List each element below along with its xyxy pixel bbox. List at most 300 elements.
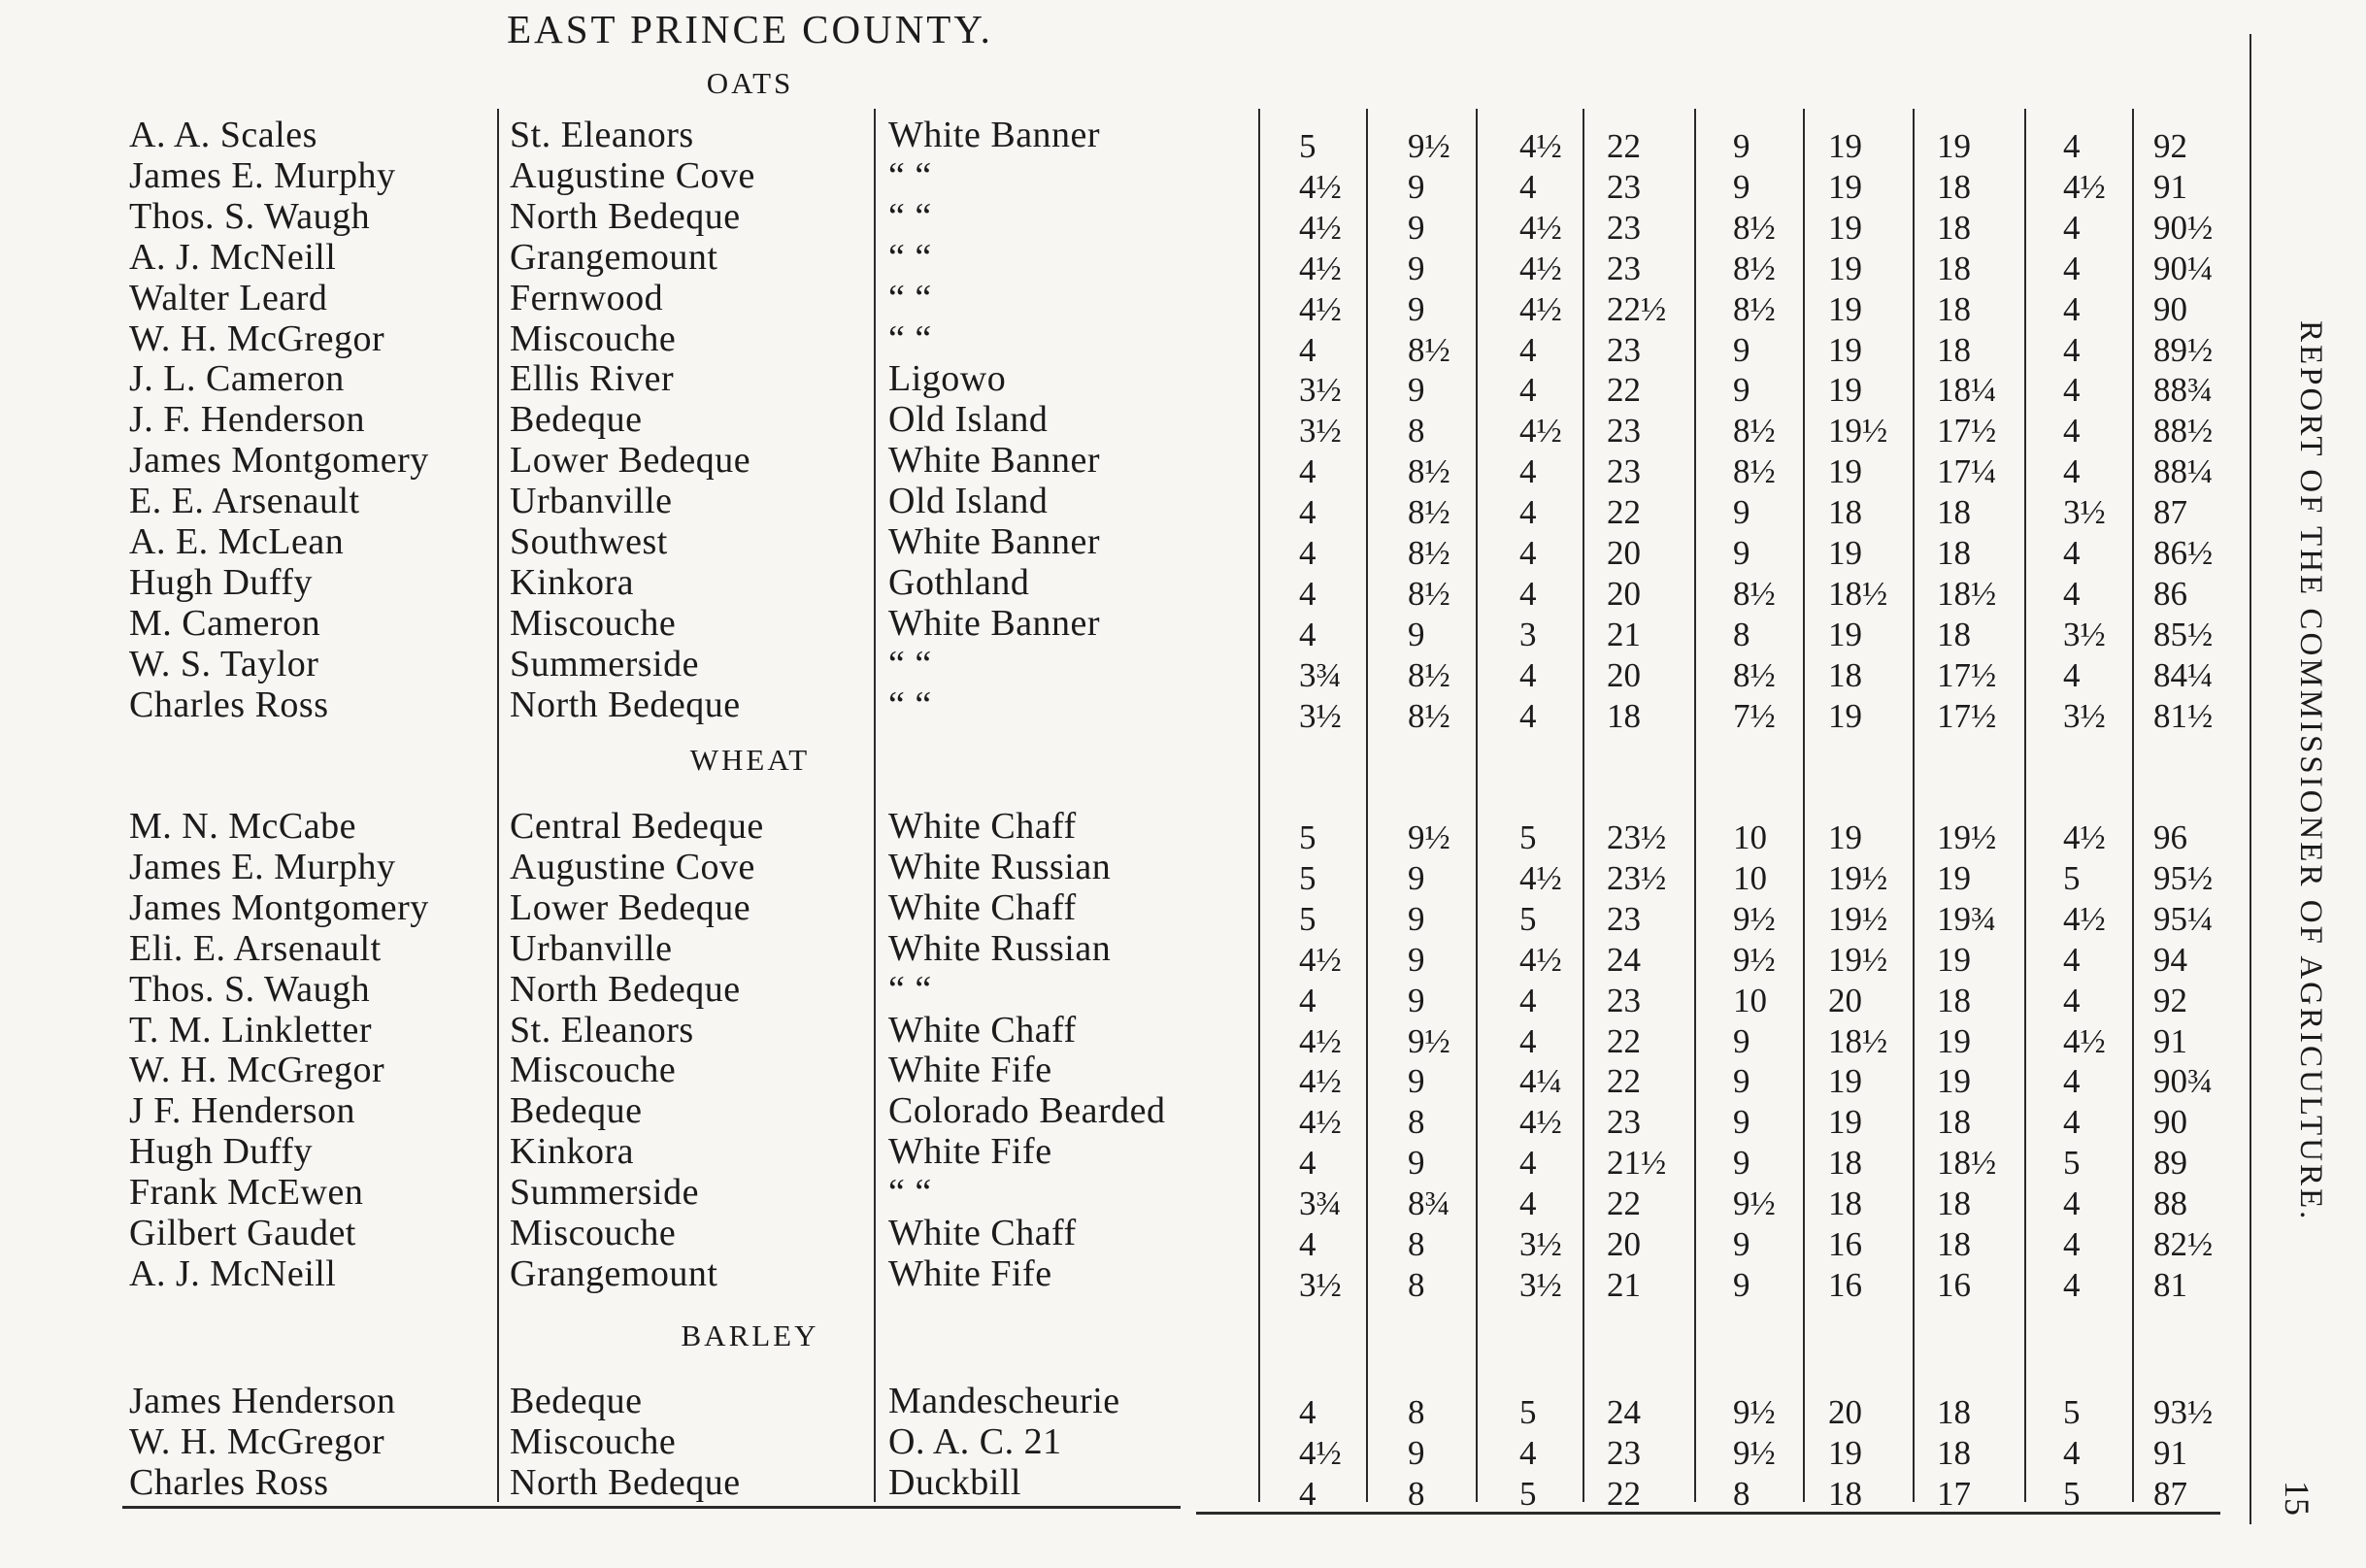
score-cell: 19 [1828, 331, 1862, 369]
table-row [0, 196, 2262, 247]
score-cell: 18 [1937, 331, 1971, 369]
score-cell: 19 [1828, 616, 1862, 653]
score-cell: 4½ [2063, 168, 2106, 206]
score-cell: 20 [1607, 575, 1641, 613]
score-cell: 18 [1937, 534, 1971, 572]
grower-name: Gilbert Gaudet [129, 1213, 356, 1253]
table-row [0, 1421, 2262, 1472]
score-cell: 17 [1937, 1475, 1971, 1513]
score-cell: 5 [1299, 818, 1316, 856]
section-heading-oats: OATS [706, 66, 794, 100]
table-row [0, 806, 2262, 856]
crop-variety: White Fife [888, 1253, 1052, 1294]
score-cell: 9 [1408, 168, 1425, 206]
score-cell: 4 [1299, 534, 1316, 572]
score-cell: 22 [1607, 493, 1641, 531]
score-cell: 4 [2063, 941, 2081, 979]
score-cell: 23 [1607, 1103, 1641, 1141]
table-row [0, 481, 2262, 531]
total-score: 81 [2153, 1266, 2187, 1304]
grower-name: T. M. Linkletter [129, 1010, 373, 1051]
crop-variety: “ “ [888, 237, 932, 278]
score-cell: 4 [2063, 452, 2081, 490]
score-cell: 8½ [1733, 656, 1776, 694]
score-cell: 19 [1937, 127, 1971, 165]
score-cell: 8 [1733, 616, 1750, 653]
score-cell: 22½ [1607, 290, 1667, 328]
score-cell: 8 [1408, 1225, 1425, 1263]
table-row [0, 1213, 2262, 1263]
score-cell: 22 [1607, 1062, 1641, 1100]
score-cell: 4 [2063, 290, 2081, 328]
score-cell: 4 [1519, 1144, 1537, 1182]
score-cell: 23 [1607, 452, 1641, 490]
table-row [0, 318, 2262, 369]
grower-name: Walter Leard [129, 278, 328, 318]
score-cell: 18 [1937, 209, 1971, 247]
section-heading-barley: BARLEY [681, 1318, 819, 1352]
score-cell: 8½ [1733, 250, 1776, 287]
score-cell: 9 [1408, 371, 1425, 409]
crop-variety: White Banner [888, 603, 1101, 644]
score-cell: 4½ [1519, 209, 1562, 247]
grower-locality: Fernwood [510, 278, 664, 318]
crop-variety: “ “ [888, 278, 932, 318]
grower-name: A. E. McLean [129, 521, 345, 562]
score-cell: 5 [1519, 1393, 1537, 1431]
grower-locality: Lower Bedeque [510, 440, 751, 481]
score-cell: 8¾ [1408, 1184, 1450, 1222]
score-cell: 17½ [1937, 412, 1997, 450]
grower-locality: Urbanville [510, 928, 673, 969]
score-cell: 19½ [1828, 941, 1888, 979]
table-row [0, 847, 2262, 897]
score-cell: 19 [1828, 1434, 1862, 1472]
score-cell: 4 [1299, 982, 1316, 1019]
crop-variety: White Fife [888, 1131, 1052, 1172]
grower-name: Eli. E. Arsenault [129, 928, 382, 969]
score-cell: 4 [2063, 1103, 2081, 1141]
score-cell: 17½ [1937, 697, 1997, 735]
grower-locality: Kinkora [510, 1131, 635, 1172]
table-row [0, 237, 2262, 287]
score-cell: 19 [1937, 1022, 1971, 1060]
grower-locality: Ellis River [510, 358, 675, 399]
grower-locality: Grangemount [510, 1253, 718, 1294]
score-cell: 8 [1733, 1475, 1750, 1513]
crop-variety: “ “ [888, 155, 932, 196]
score-cell: 4½ [1299, 1103, 1342, 1141]
score-cell: 4 [1519, 493, 1537, 531]
score-cell: 21½ [1607, 1144, 1667, 1182]
section-heading-wheat: WHEAT [689, 743, 811, 777]
score-cell: 20 [1607, 656, 1641, 694]
table-row [0, 440, 2262, 490]
grower-name: W. S. Taylor [129, 644, 319, 684]
score-cell: 4½ [1519, 859, 1562, 897]
score-cell: 18 [1937, 1103, 1971, 1141]
score-cell: 3¾ [1299, 656, 1342, 694]
score-cell: 19½ [1828, 859, 1888, 897]
grower-locality: St. Eleanors [510, 115, 694, 155]
table-row [0, 603, 2262, 653]
score-cell: 9 [1408, 982, 1425, 1019]
score-cell: 4½ [1299, 290, 1342, 328]
score-cell: 23 [1607, 412, 1641, 450]
score-cell: 8½ [1733, 209, 1776, 247]
score-cell: 4 [2063, 1184, 2081, 1222]
score-cell: 19 [1828, 127, 1862, 165]
grower-name: J F. Henderson [129, 1090, 355, 1131]
score-cell: 5 [2063, 859, 2081, 897]
grower-locality: Miscouche [510, 1421, 677, 1462]
table-row [0, 1381, 2262, 1431]
score-cell: 4 [2063, 412, 2081, 450]
total-score: 86 [2153, 575, 2187, 613]
score-cell: 4 [1519, 697, 1537, 735]
table-row [0, 278, 2262, 328]
grower-locality: North Bedeque [510, 1462, 741, 1503]
total-score: 90¾ [2153, 1062, 2214, 1100]
score-cell: 18 [1937, 168, 1971, 206]
grower-name: James Montgomery [129, 887, 429, 928]
score-cell: 9½ [1733, 1184, 1776, 1222]
score-cell: 23 [1607, 982, 1641, 1019]
score-cell: 19½ [1828, 900, 1888, 938]
score-cell: 9½ [1733, 1434, 1776, 1472]
score-cell: 4 [2063, 209, 2081, 247]
score-cell: 19 [1828, 534, 1862, 572]
grower-locality: Grangemount [510, 237, 718, 278]
grower-name: Thos. S. Waugh [129, 196, 371, 237]
total-score: 81½ [2153, 697, 2214, 735]
page-number: 15 [2278, 1481, 2316, 1516]
score-cell: 18 [1937, 250, 1971, 287]
total-score: 84¼ [2153, 656, 2214, 694]
crop-variety: “ “ [888, 684, 932, 725]
score-cell: 9 [1733, 371, 1750, 409]
score-cell: 19 [1937, 1062, 1971, 1100]
grower-name: A. A. Scales [129, 115, 317, 155]
score-cell: 16 [1828, 1225, 1862, 1263]
score-cell: 9½ [1408, 127, 1450, 165]
score-cell: 9 [1733, 1103, 1750, 1141]
score-cell: 4 [1519, 371, 1537, 409]
score-cell: 7½ [1733, 697, 1776, 735]
score-cell: 3½ [2063, 616, 2106, 653]
score-cell: 9 [1733, 493, 1750, 531]
crop-variety: “ “ [888, 196, 932, 237]
score-cell: 19 [1828, 168, 1862, 206]
score-cell: 19 [1828, 371, 1862, 409]
score-cell: 24 [1607, 1393, 1641, 1431]
score-cell: 4½ [1519, 127, 1562, 165]
score-cell: 4 [2063, 1062, 2081, 1100]
crop-variety: White Chaff [888, 1010, 1077, 1051]
total-score: 96 [2153, 818, 2187, 856]
crop-variety: “ “ [888, 969, 932, 1010]
grower-name: James E. Murphy [129, 847, 396, 887]
score-cell: 18 [1937, 493, 1971, 531]
table-row [0, 155, 2262, 206]
score-cell: 18 [1937, 616, 1971, 653]
crop-variety: “ “ [888, 1172, 932, 1213]
score-cell: 9 [1408, 859, 1425, 897]
score-cell: 4 [2063, 1225, 2081, 1263]
score-cell: 23 [1607, 1434, 1641, 1472]
score-cell: 18½ [1828, 575, 1888, 613]
total-score: 92 [2153, 982, 2187, 1019]
total-score: 94 [2153, 941, 2187, 979]
score-cell: 4 [1299, 1393, 1316, 1431]
score-cell: 18 [1937, 982, 1971, 1019]
score-cell: 9½ [1733, 1393, 1776, 1431]
score-cell: 4½ [1519, 1103, 1562, 1141]
total-score: 95½ [2153, 859, 2214, 897]
score-cell: 9½ [1408, 818, 1450, 856]
score-cell: 3½ [1299, 371, 1342, 409]
total-score: 91 [2153, 1434, 2187, 1472]
score-cell: 5 [1299, 900, 1316, 938]
grower-name: W. H. McGregor [129, 1050, 385, 1090]
score-cell: 9 [1733, 1144, 1750, 1182]
score-cell: 4½ [1299, 209, 1342, 247]
total-score: 85½ [2153, 616, 2214, 653]
grower-name: J. F. Henderson [129, 399, 365, 440]
bottom-rule [122, 1506, 1181, 1509]
score-cell: 4 [1299, 1475, 1316, 1513]
crop-variety: White Chaff [888, 806, 1077, 847]
score-cell: 8 [1408, 1475, 1425, 1513]
score-cell: 4 [1299, 616, 1316, 653]
score-cell: 19½ [1828, 412, 1888, 450]
total-score: 87 [2153, 1475, 2187, 1513]
grower-locality: Augustine Cove [510, 155, 755, 196]
score-cell: 18 [1937, 290, 1971, 328]
score-cell: 19 [1828, 818, 1862, 856]
score-cell: 4 [1299, 1144, 1316, 1182]
score-cell: 9½ [1733, 941, 1776, 979]
grower-locality: Summerside [510, 644, 699, 684]
table-row [0, 1253, 2262, 1304]
score-cell: 5 [1519, 900, 1537, 938]
score-cell: 17½ [1937, 656, 1997, 694]
score-cell: 22 [1607, 371, 1641, 409]
grower-name: J. L. Cameron [129, 358, 345, 399]
score-cell: 23 [1607, 250, 1641, 287]
score-cell: 9 [1408, 1434, 1425, 1472]
score-cell: 8½ [1733, 575, 1776, 613]
score-cell: 5 [1299, 127, 1316, 165]
crop-variety: Mandescheurie [888, 1381, 1120, 1421]
total-score: 82½ [2153, 1225, 2214, 1263]
crop-variety: White Chaff [888, 1213, 1077, 1253]
score-cell: 3 [1519, 616, 1537, 653]
score-cell: 19 [1828, 290, 1862, 328]
score-cell: 4 [2063, 1434, 2081, 1472]
total-score: 89½ [2153, 331, 2214, 369]
grower-locality: Miscouche [510, 318, 677, 359]
score-cell: 18 [1937, 1434, 1971, 1472]
score-cell: 19 [1937, 859, 1971, 897]
score-cell: 3½ [2063, 493, 2106, 531]
score-cell: 23 [1607, 209, 1641, 247]
score-cell: 19 [1828, 1062, 1862, 1100]
score-cell: 4 [1519, 982, 1537, 1019]
score-cell: 20 [1607, 1225, 1641, 1263]
grower-name: Charles Ross [129, 684, 329, 725]
total-score: 90½ [2153, 209, 2214, 247]
score-cell: 18½ [1937, 575, 1997, 613]
grower-locality: Summerside [510, 1172, 699, 1213]
crop-variety: Old Island [888, 481, 1049, 521]
score-cell: 8 [1408, 1103, 1425, 1141]
crop-variety: White Banner [888, 521, 1101, 562]
score-cell: 22 [1607, 1475, 1641, 1513]
crop-variety: Gothland [888, 562, 1030, 603]
score-cell: 23 [1607, 900, 1641, 938]
crop-variety: “ “ [888, 644, 932, 684]
score-cell: 9 [1733, 331, 1750, 369]
score-cell: 18½ [1828, 1022, 1888, 1060]
score-cell: 20 [1828, 1393, 1862, 1431]
score-cell: 4 [1519, 1184, 1537, 1222]
score-cell: 5 [2063, 1475, 2081, 1513]
crop-variety: Colorado Bearded [888, 1090, 1166, 1131]
grower-locality: North Bedeque [510, 969, 741, 1010]
score-cell: 3½ [1519, 1266, 1562, 1304]
grower-name: A. J. McNeill [129, 1253, 337, 1294]
score-cell: 8½ [1733, 412, 1776, 450]
score-cell: 5 [1519, 818, 1537, 856]
crop-variety: Old Island [888, 399, 1049, 440]
crop-variety: White Chaff [888, 887, 1077, 928]
score-cell: 9 [1408, 941, 1425, 979]
score-cell: 9½ [1408, 1022, 1450, 1060]
score-cell: 18 [1828, 1184, 1862, 1222]
table-row [0, 1010, 2262, 1060]
score-cell: 9 [1733, 168, 1750, 206]
total-score: 91 [2153, 168, 2187, 206]
score-cell: 22 [1607, 127, 1641, 165]
score-cell: 16 [1828, 1266, 1862, 1304]
score-cell: 5 [1299, 859, 1316, 897]
grower-locality: St. Eleanors [510, 1010, 694, 1051]
score-cell: 3½ [1299, 697, 1342, 735]
score-cell: 8½ [1408, 575, 1450, 613]
table-row [0, 928, 2262, 979]
page-title: EAST PRINCE COUNTY. [507, 7, 993, 51]
score-cell: 8 [1408, 1393, 1425, 1431]
side-running-title: REPORT OF THE COMMISSIONER OF AGRICULTURE. [2293, 320, 2328, 1222]
score-cell: 4½ [1299, 941, 1342, 979]
score-cell: 9 [1408, 290, 1425, 328]
total-score: 93½ [2153, 1393, 2214, 1431]
score-cell: 19 [1828, 250, 1862, 287]
score-cell: 4 [1299, 493, 1316, 531]
grower-locality: Kinkora [510, 562, 635, 603]
score-cell: 8 [1408, 1266, 1425, 1304]
grower-locality: Augustine Cove [510, 847, 755, 887]
grower-locality: North Bedeque [510, 684, 741, 725]
table-row [0, 115, 2262, 165]
score-cell: 21 [1607, 1266, 1641, 1304]
score-cell: 10 [1733, 982, 1767, 1019]
score-cell: 4½ [1519, 250, 1562, 287]
score-cell: 20 [1828, 982, 1862, 1019]
score-cell: 9 [1408, 1062, 1425, 1100]
score-cell: 4 [1519, 1022, 1537, 1060]
score-cell: 18¼ [1937, 371, 1997, 409]
grower-name: A. J. McNeill [129, 237, 337, 278]
grower-locality: Miscouche [510, 603, 677, 644]
score-cell: 9½ [1733, 900, 1776, 938]
table-row [0, 1050, 2262, 1100]
score-cell: 9 [1408, 209, 1425, 247]
score-cell: 9 [1408, 1144, 1425, 1182]
score-cell: 4 [2063, 127, 2081, 165]
score-cell: 18 [1937, 1184, 1971, 1222]
score-cell: 4 [1299, 452, 1316, 490]
score-cell: 24 [1607, 941, 1641, 979]
score-cell: 9 [1408, 616, 1425, 653]
score-cell: 4 [1299, 575, 1316, 613]
score-cell: 19 [1828, 697, 1862, 735]
score-cell: 3½ [1519, 1225, 1562, 1263]
table-row [0, 399, 2262, 450]
score-cell: 8½ [1408, 534, 1450, 572]
score-cell: 23½ [1607, 859, 1667, 897]
score-cell: 4½ [1519, 941, 1562, 979]
score-cell: 4 [2063, 534, 2081, 572]
crop-variety: White Banner [888, 115, 1101, 155]
total-score: 89 [2153, 1144, 2187, 1182]
score-cell: 8½ [1408, 493, 1450, 531]
score-cell: 4 [1519, 656, 1537, 694]
table-row [0, 969, 2262, 1019]
table-row [0, 1090, 2262, 1141]
score-cell: 16 [1937, 1266, 1971, 1304]
score-cell: 4½ [1519, 412, 1562, 450]
score-cell: 23 [1607, 168, 1641, 206]
score-cell: 19 [1937, 941, 1971, 979]
grower-name: W. H. McGregor [129, 1421, 385, 1462]
crop-variety: White Banner [888, 440, 1101, 481]
total-score: 86½ [2153, 534, 2214, 572]
score-cell: 4 [1519, 534, 1537, 572]
score-cell: 4½ [2063, 818, 2106, 856]
total-score: 92 [2153, 127, 2187, 165]
grower-name: M. N. McCabe [129, 806, 356, 847]
score-cell: 4½ [2063, 900, 2106, 938]
score-cell: 19 [1828, 1103, 1862, 1141]
score-cell: 21 [1607, 616, 1641, 653]
score-cell: 4 [2063, 371, 2081, 409]
score-cell: 18 [1828, 493, 1862, 531]
score-cell: 4 [1299, 331, 1316, 369]
score-cell: 23 [1607, 331, 1641, 369]
grower-locality: Lower Bedeque [510, 887, 751, 928]
grower-name: Thos. S. Waugh [129, 969, 371, 1010]
score-cell: 4 [1519, 1434, 1537, 1472]
score-cell: 18 [1607, 697, 1641, 735]
table-row [0, 1131, 2262, 1182]
score-cell: 4 [2063, 575, 2081, 613]
table-row [0, 684, 2262, 735]
score-cell: 4¼ [1519, 1062, 1562, 1100]
score-cell: 9 [1733, 1022, 1750, 1060]
crop-variety: Ligowo [888, 358, 1007, 399]
